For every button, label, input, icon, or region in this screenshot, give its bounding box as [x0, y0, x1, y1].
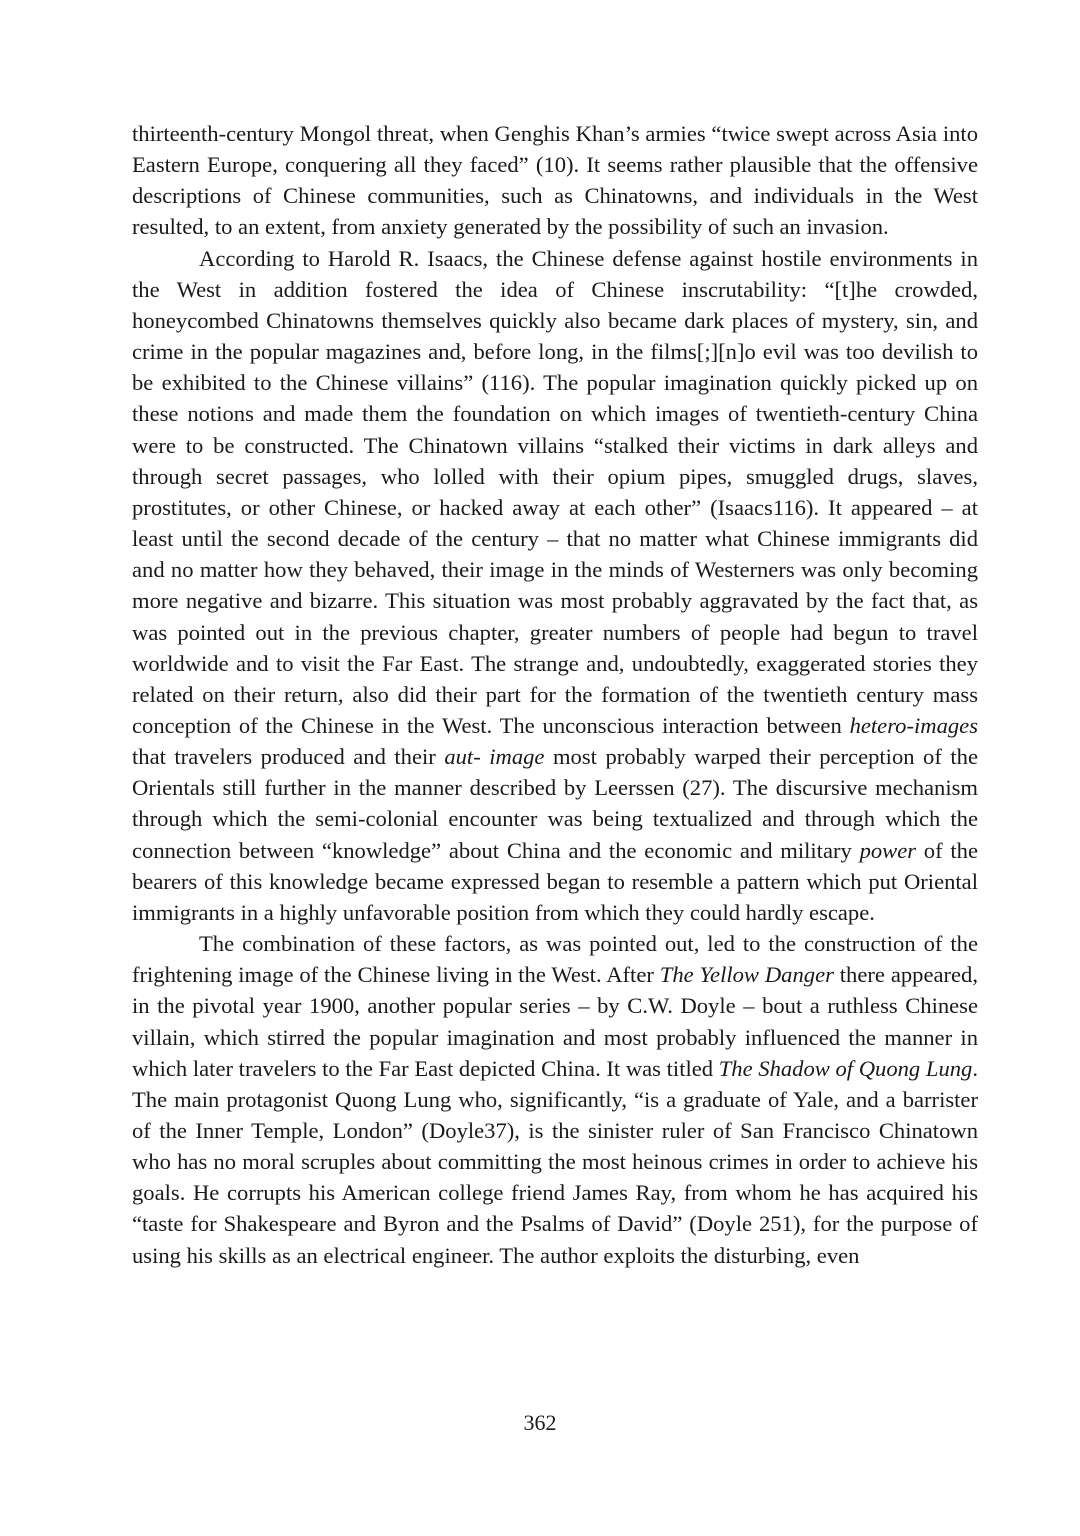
text-run: The combination of these factors, as was pointed out, led to the construction of the frightening image of the Chinese living in the West. After: [132, 931, 978, 988]
italic-text-run: power: [859, 837, 917, 863]
body-text: [132, 118, 978, 1271]
paragraph-2: [132, 243, 978, 928]
text-run: According to Harold R. Isaacs, the Chinese defense against hostile environments in the West in addition fostered the idea of Chinese inscrutability: “[t]he crowded, honeycombed Chinatowns themselves quickly also became dark places of mystery, sin, and crime in the popular magazines and, before long, in the films[;][n]o evil was too devilish to be exhibited to the Chinese villains” (116). The popular imagination quickly picked up on these notions and made them the foundation on which images of twentieth-century China were to be constructed. The Chinatown villains “stalked their victims in dark alleys and through secret passages, who lolled with their opium pipes, smuggled drugs, slaves, prostitutes, or other Chinese, or hacked away at each other” (Isaacs116). It appeared – at least until the second decade of the century – that no matter what Chinese immigrants did and no matter how they behaved, their image in the minds of Westerners was only becoming more negative and bizarre. This situation was most probably aggravated by the fact that, as was pointed out in the previous chapter, greater numbers of people had begun to travel worldwide and to visit the Far East. The strange and, undoubtedly, exaggerated stories they related on their return, also did their part for the formation of the twentieth century mass conception of the Chinese in the West. The unconscious interaction between: [132, 245, 978, 738]
italic-text-run: The Shadow of Quong Lung: [718, 1055, 973, 1081]
text-run: of the bearers of this knowledge became expressed began to resemble a pattern which put Oriental immigrants in a highly unfavorable position from which they could hardly escape.: [132, 837, 978, 925]
paragraph-1: [132, 118, 978, 243]
italic-text-run: aut- image: [444, 744, 545, 770]
text-run: thirteenth-century Mongol threat, when Genghis Khan’s armies “twice swept across Asia into Eastern Europe, conquering all they faced” (10). It seems rather plausible that the offensive descriptions of Chinese communities, such as Chinatowns, and individuals in the West resulted, to an extent, from anxiety generated by the possibility of such an invasion.: [132, 121, 978, 240]
italic-text-run: hetero-images: [849, 712, 978, 738]
italic-text-run: The Yellow Danger: [659, 962, 834, 988]
paragraph-3: [132, 928, 978, 1271]
text-run: . The main protagonist Quong Lung who, significantly, “is a graduate of Yale, and a barrister of the Inner Temple, London” (Doyle37), is the sinister ruler of San Francisco Chinatown who has no moral scruples about committing the most heinous crimes in order to achieve his goals. He corrupts his American college friend James Ray, from whom he has acquired his “taste for Shakespeare and Byron and the Psalms of David” (Doyle 251), for the purpose of using his skills as an electrical engineer. The author exploits the disturbing, even: [132, 1055, 978, 1268]
page-number: 362: [523, 1410, 557, 1435]
text-run: there appeared, in the pivotal year 1900, another popular series – by C.W. Doyle – bout a ruthless Chinese villain, which stirred the popular imagination and most probably influenced the manner in which later travelers to the Far East depicted China. It was titled: [132, 962, 978, 1081]
text-run: that travelers produced and their: [132, 744, 445, 770]
text-run: most probably warped their perception of the Orientals still further in the manner described by Leerssen (27). The discursive mechanism through which the semi-colonial encounter was being textualized and through which the connection between “knowledge” about China and the economic and military: [132, 744, 978, 863]
